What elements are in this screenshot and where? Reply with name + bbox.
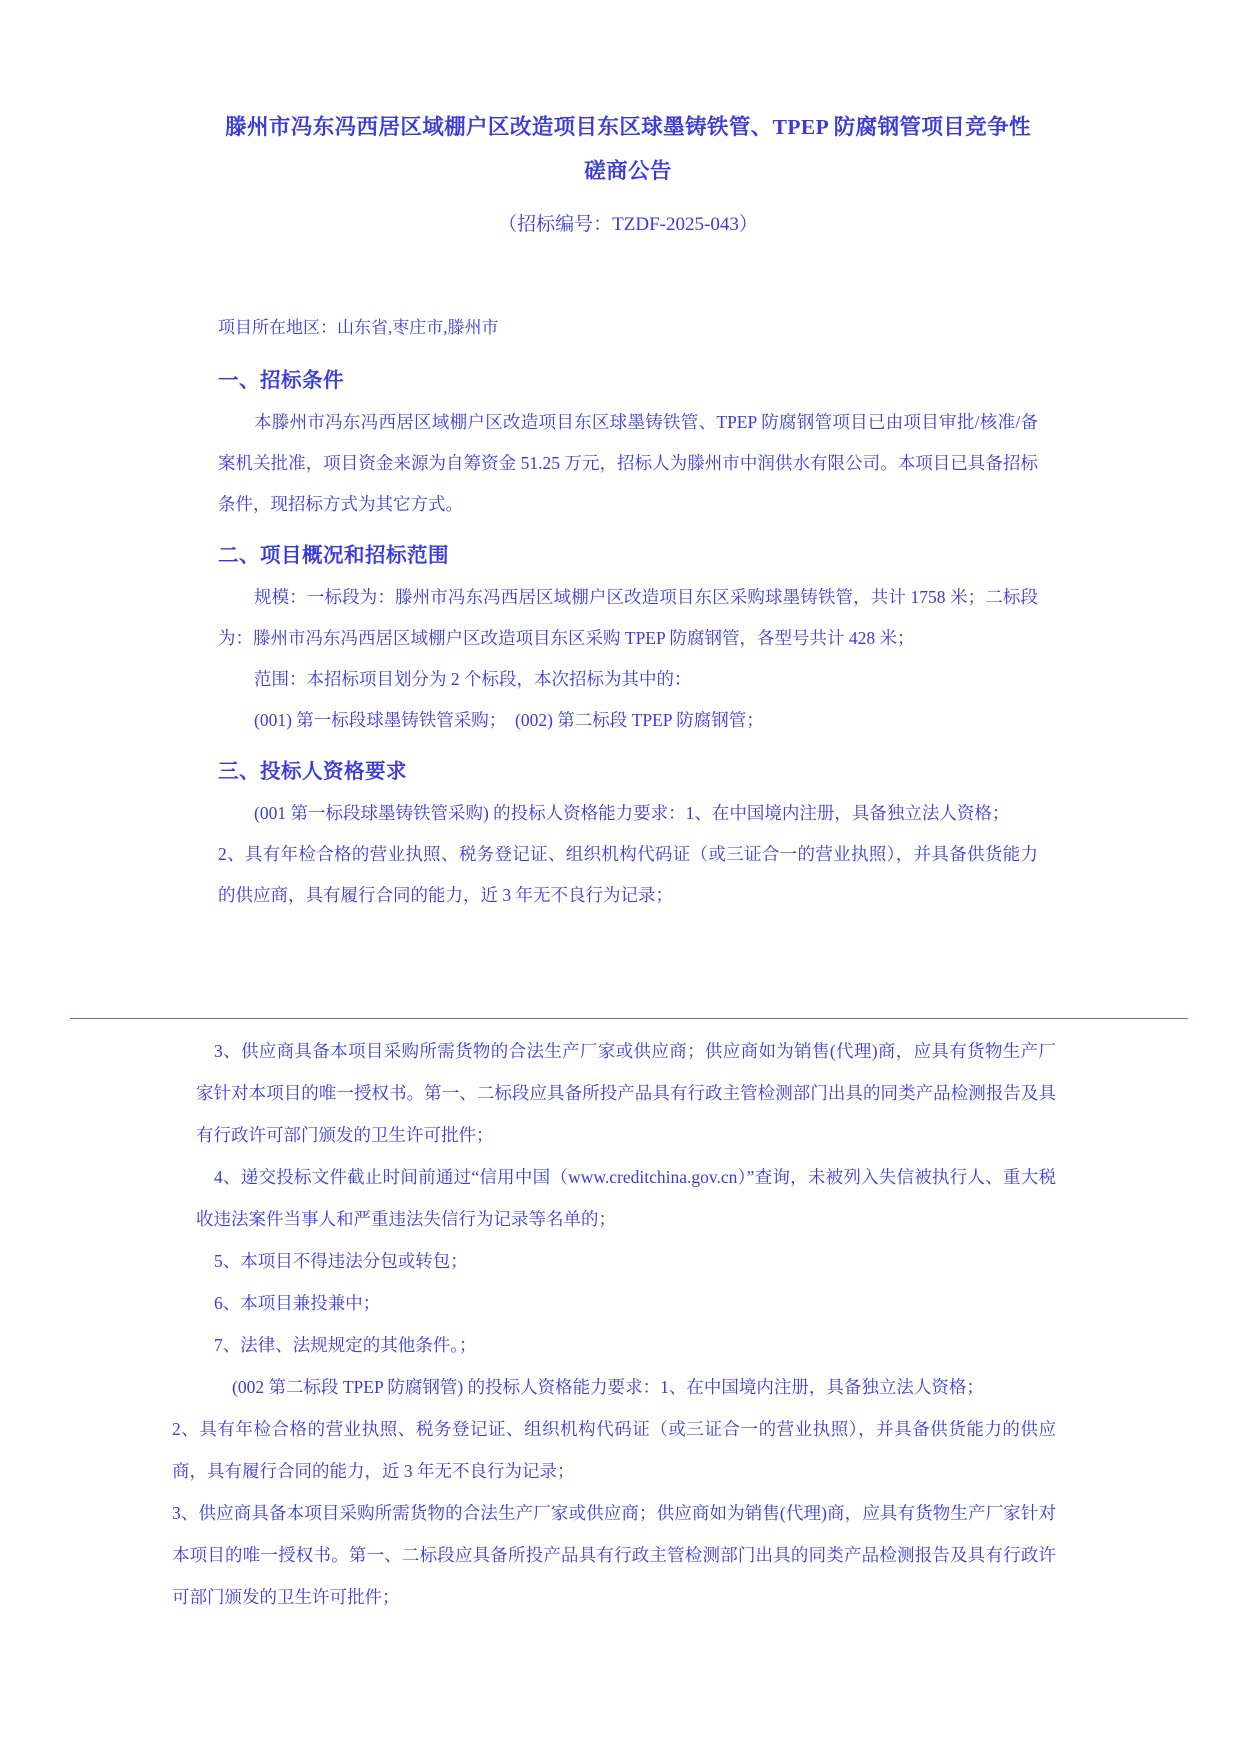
- section-1-paragraph-1: 本滕州市冯东冯西居区域棚户区改造项目东区球墨铸铁管、TPEP 防腐钢管项目已由项目审批/核准/备案机关批准，项目资金来源为自筹资金 51.25 万元，招标人为滕州市中润供水有限公司。本项目已具备招标条件，现招标方式为其它方式。: [218, 412, 1038, 514]
- section-heading-1: 一、招标条件: [218, 370, 344, 392]
- section-2-paragraph-1: 规模：一标段为：滕州市冯东冯西居区域棚户区改造项目东区采购球墨铸铁管，共计 1758 米；二标段为：滕州市冯东冯西居区域棚户区改造项目东区采购 TPEP 防腐钢管，各型号共计 428 米；: [218, 587, 1038, 648]
- document-content-lower: [172, 1030, 1056, 1618]
- document-content-upper: [218, 0, 1038, 916]
- section-heading-3: 三、投标人资格要求: [218, 761, 407, 783]
- requirement-item-7: 7、法律、法规规定的其他条件。；: [214, 1335, 477, 1355]
- requirement-item-6: 6、本项目兼投兼中；: [214, 1293, 381, 1313]
- requirement-item-5: 5、本项目不得违法分包或转包；: [214, 1251, 468, 1271]
- lot2-qualification-intro: (002 第二标段 TPEP 防腐钢管) 的投标人资格能力要求：1、在中国境内注册，具备独立法人资格；: [232, 1377, 984, 1397]
- requirement-item-3: 3、供应商具备本项目采购所需货物的合法生产厂家或供应商；供应商如为销售(代理)商，应具有货物生产厂家针对本项目的唯一授权书。第一、二标段应具备所投产品具有行政主管检测部门出具的同类产品检测报告及具有行政许可部门颁发的卫生许可批件；: [196, 1041, 1056, 1145]
- requirement-item-4: 4、递交投标文件截止时间前通过“信用中国（www.creditchina.gov.cn）”查询，未被列入失信被执行人、重大税收违法案件当事人和严重违法失信行为记录等名单的；: [196, 1167, 1056, 1229]
- section-2-paragraph-3: (001) 第一标段球墨铸铁管采购； (002) 第二标段 TPEP 防腐钢管；: [254, 710, 764, 730]
- lot2-requirement-item-2: 2、具有年检合格的营业执照、税务登记证、组织机构代码证（或三证合一的营业执照），并具备供货能力的供应商，具有履行合同的能力，近 3 年无不良行为记录；: [172, 1419, 1056, 1481]
- tender-number: （招标编号：TZDF-2025-043）: [498, 214, 758, 235]
- project-location: 项目所在地区：山东省,枣庄市,滕州市: [218, 318, 499, 337]
- page-break-divider: [70, 1018, 1188, 1019]
- section-heading-2: 二、项目概况和招标范围: [218, 545, 449, 567]
- section-3-paragraph-2: 2、具有年检合格的营业执照、税务登记证、组织机构代码证（或三证合一的营业执照），并具备供货能力的供应商，具有履行合同的能力，近 3 年无不良行为记录；: [218, 844, 1038, 905]
- section-2-paragraph-2: 范围：本招标项目划分为 2 个标段，本次招标为其中的：: [254, 669, 692, 689]
- page-title: 滕州市冯东冯西居区域棚户区改造项目东区球墨铸铁管、TPEP 防腐钢管项目竞争性磋商公告: [225, 115, 1031, 183]
- section-3-paragraph-1: (001 第一标段球墨铸铁管采购) 的投标人资格能力要求：1、在中国境内注册，具备独立法人资格；: [254, 803, 1010, 823]
- lot2-requirement-item-3: 3、供应商具备本项目采购所需货物的合法生产厂家或供应商；供应商如为销售(代理)商，应具有货物生产厂家针对本项目的唯一授权书。第一、二标段应具备所投产品具有行政主管检测部门出具的同类产品检测报告及具有行政许可部门颁发的卫生许可批件；: [172, 1503, 1056, 1607]
